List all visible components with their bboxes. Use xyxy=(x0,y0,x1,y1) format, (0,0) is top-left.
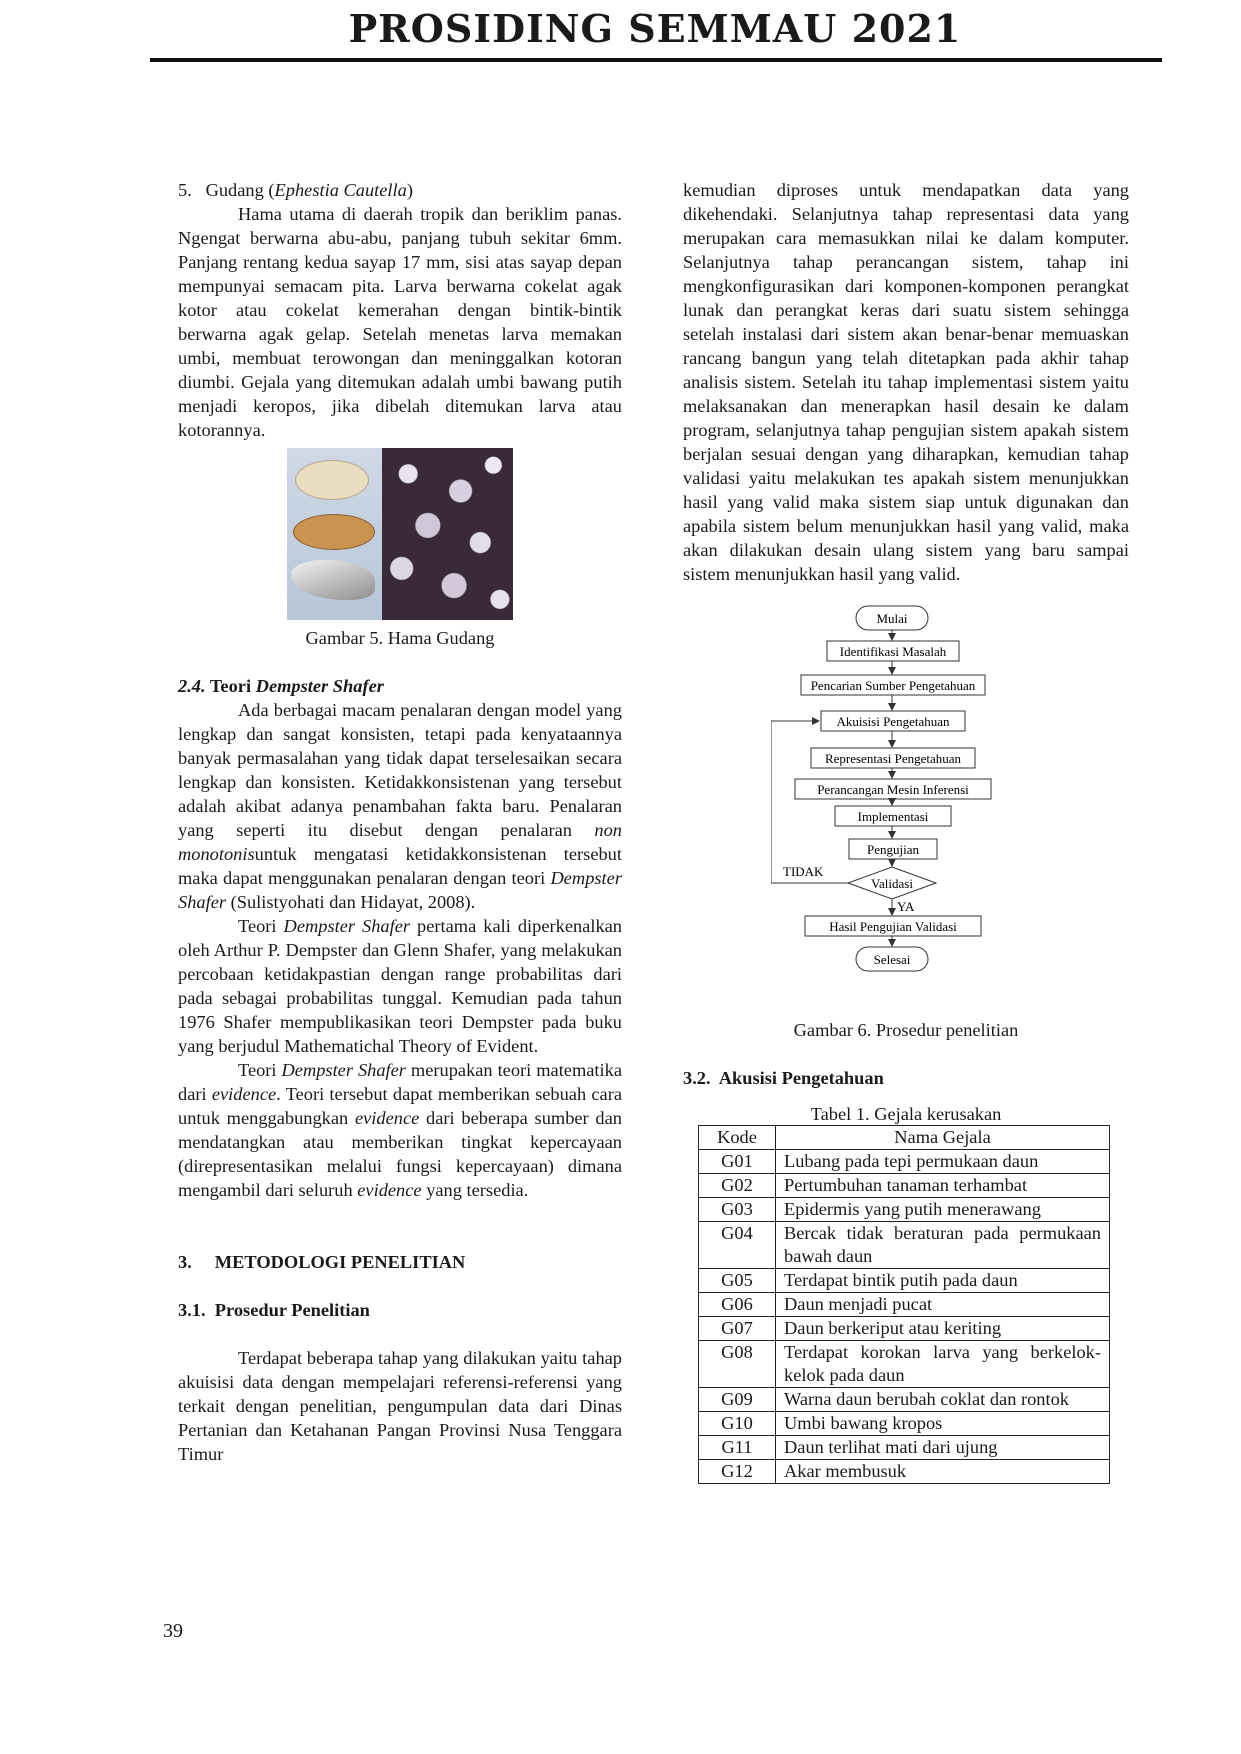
sec24-paragraph-3 xyxy=(178,1058,622,1202)
sec31-paragraph-continued: kemudian diproses untuk mendapatkan data yang dikehendaki. Selanjutnya tahap representasi data yang merupakan cara memasukkan nilai ke dalam komputer. Selanjutnya tahap perancangan sistem, tahap ini mengkonfigurasikan dari komponen-komponen perangkat lunak dan perangkat keras dari suatu sistem sehingga setelah instalasi dari sistem akan benar-benar memuaskan rancang bangun yang telah ditetapkan pada akhir tahap analisis sistem. Setelah itu tahap implementasi sistem yaitu melaksanakan dan menerapkan hasil desain ke dalam program, selanjutnya tahap pengujian sistem apakah sistem berjalan sesuai dengan yang diharapkan, kemudian tahap validasi yaitu melakukan tes apakah sistem menunjukkan hasil yang valid maka sistem siap untuk digunakan dan apabila sistem belum menunjukkan hasil yang valid, maka akan dilakukan desain ulang sistem yang baru sampai sistem menunjukkan hasil yang valid. xyxy=(683,180,1129,584)
sec31-paragraph: Terdapat beberapa tahap yang dilakukan yaitu tahap akuisisi data dengan mempelajari referensi-referensi yang terkait dengan penelitian, pengumpulan data dari Dinas Pertanian dan Ketahanan Pangan Provinsi Nusa Tenggara Timur xyxy=(178,1348,622,1464)
sec5-suffix: ) xyxy=(406,180,413,200)
table-cell-nama: Warna daun berubah coklat dan rontok xyxy=(776,1388,1110,1412)
spacer xyxy=(178,1322,622,1346)
table-row xyxy=(699,1222,1110,1269)
flow-yes-label: YA xyxy=(897,899,915,914)
sec24-number: 2.4. xyxy=(178,676,206,696)
p1-text-e: (Sulistyohati dan Hidayat, 2008). xyxy=(226,892,476,912)
table-cell-nama: Lubang pada tepi permukaan daun xyxy=(776,1150,1110,1174)
sec24-paragraph-1 xyxy=(178,698,622,914)
photo-larva-panel xyxy=(287,448,382,620)
table-cell-nama: Pertumbuhan tanaman terhambat xyxy=(776,1174,1110,1198)
p3-text-a: Teori xyxy=(238,1060,282,1080)
p3-italic-f: evidence xyxy=(354,1108,420,1128)
p1-text-a: Ada berbagai macam penalaran dengan model yang lengkap dan sangat konsisten, tetapi pada kenyataannya banyak permasalahan yang tidak dapat terselesaikan secara lengkap dan konsisten. Ketidakkonsistenan yang tersebut adalah akibat adanya penambahan fakta baru. Penalaran yang seperti itu disebut dengan penalaran xyxy=(178,700,622,840)
page-number: 39 xyxy=(163,1620,183,1642)
larva-shape xyxy=(295,460,369,500)
table-cell-nama: Daun berkeriput atau keriting xyxy=(776,1317,1110,1341)
table-cell-kode: G05 xyxy=(699,1269,776,1293)
table-row xyxy=(699,1198,1110,1222)
p1-text-c: untuk mengatasi ketidakkonsistenan tersebut maka dapat menggunakan penalaran dengan teori xyxy=(178,844,622,888)
spacer xyxy=(178,650,622,674)
sec5-species: Ephestia Cautella xyxy=(274,180,407,200)
flow-end-label: Selesai xyxy=(873,952,911,967)
figure-6-caption: Gambar 6. Prosedur penelitian xyxy=(793,1020,1019,1040)
table-1-caption: Tabel 1. Gejala kerusakan xyxy=(810,1104,1002,1124)
flow-step-label: Pencarian Sumber Pengetahuan xyxy=(810,678,976,693)
spacer xyxy=(178,1274,622,1298)
table-cell-kode: G04 xyxy=(699,1222,776,1269)
table-cell-nama: Umbi bawang kropos xyxy=(776,1412,1110,1436)
header-rule xyxy=(150,58,1162,62)
p2-text-a: Teori xyxy=(238,916,284,936)
table-header-row xyxy=(699,1126,1110,1150)
table-cell-kode: G11 xyxy=(699,1436,776,1460)
p2-text-c: pertama kali diperkenalkan oleh Arthur P. Dempster dan Glenn Shafer, yang melakukan percobaan ketidakpastian dengan range probabilitas dari pada sebagai probabilitas tunggal. Kemudian pada tahun 1976 Shafer mempublikasikan teori Dempster pada buku yang berjudul Mathematichal Theory of Evident. xyxy=(178,916,623,1056)
table-row xyxy=(699,1317,1110,1341)
table-row xyxy=(699,1174,1110,1198)
sec5-prefix: 5. Gudang ( xyxy=(178,180,275,200)
p3-text-i: yang tersedia. xyxy=(421,1180,529,1200)
sec24-title-b: Dempster Shafer xyxy=(255,676,384,696)
table-cell-nama: Terdapat bintik putih pada daun xyxy=(776,1269,1110,1293)
sec24-heading xyxy=(178,674,622,698)
pupa-shape xyxy=(293,514,375,550)
table-header-kode: Kode xyxy=(699,1126,776,1150)
flow-no-label: TIDAK xyxy=(783,864,824,879)
flow-decision-label: Validasi xyxy=(871,876,913,891)
table-cell-nama: Akar membusuk xyxy=(776,1460,1110,1484)
figure-5-caption: Gambar 5. Hama Gudang xyxy=(305,628,495,648)
sec31-heading: 3.1. Prosedur Penelitian xyxy=(178,1300,370,1320)
table-row xyxy=(699,1341,1110,1388)
p3-text-e: . Teori tersebut dapat memberikan sebuah cara untuk menggabungkan xyxy=(178,1084,622,1128)
p3-italic-b: Dempster Shafer xyxy=(281,1060,406,1080)
table-cell-nama: Terdapat korokan larva yang berkelok-kelok pada daun xyxy=(776,1341,1110,1388)
running-header: PROSIDING SEMMAU 2021 xyxy=(348,6,962,51)
table-cell-kode: G02 xyxy=(699,1174,776,1198)
flow-start-label: Mulai xyxy=(876,611,908,626)
left-column xyxy=(178,178,622,1466)
flow-step-label: Representasi Pengetahuan xyxy=(824,751,962,766)
moth-shape xyxy=(291,560,375,600)
table-cell-kode: G09 xyxy=(699,1388,776,1412)
table-row xyxy=(699,1293,1110,1317)
sec24-title-a: Teori xyxy=(209,676,256,696)
table-row xyxy=(699,1150,1110,1174)
sec24-paragraph-2 xyxy=(178,914,622,1058)
figure-5-photo xyxy=(287,448,513,620)
table-cell-kode: G06 xyxy=(699,1293,776,1317)
flow-step-label: Pengujian xyxy=(867,842,919,857)
table-row xyxy=(699,1412,1110,1436)
p1-italic-d: Dempster Shafer xyxy=(178,868,622,912)
flow-result-label: Hasil Pengujian Validasi xyxy=(829,919,957,934)
right-column xyxy=(683,178,1129,1484)
p3-italic-d: evidence xyxy=(211,1084,277,1104)
table-cell-kode: G10 xyxy=(699,1412,776,1436)
spacer xyxy=(178,1202,622,1226)
table-cell-kode: G03 xyxy=(699,1198,776,1222)
p2-italic-b: Dempster Shafer xyxy=(283,916,411,936)
table-row xyxy=(699,1269,1110,1293)
table-row xyxy=(699,1388,1110,1412)
photo-damage-panel xyxy=(382,448,513,620)
spacer xyxy=(178,1226,622,1250)
table-cell-kode: G07 xyxy=(699,1317,776,1341)
sec32-heading: 3.2. Akusisi Pengetahuan xyxy=(683,1068,884,1088)
flow-step-label: Identifikasi Masalah xyxy=(839,644,947,659)
p1-italic-b: non monotonis xyxy=(178,820,622,864)
flowchart-diagram xyxy=(771,600,1041,1010)
table-header-nama: Nama Gejala xyxy=(776,1126,1110,1150)
spacer xyxy=(683,1042,1129,1066)
table-cell-kode: G12 xyxy=(699,1460,776,1484)
p3-text-g: dari beberapa sumber dan mendatangkan atau memberikan tingkat kepercayaan (direpresentasikan melalui fungsi kepercayaan) dimana mengambil dari seluruh xyxy=(178,1108,622,1200)
table-row xyxy=(699,1436,1110,1460)
sec5-body: Hama utama di daerah tropik dan beriklim panas. Ngengat berwarna abu-abu, panjang tubuh sekitar 6mm. Panjang rentang kedua sayap 17 mm, sisi atas sayap depan mempunyai semacam pita. Larva berwarna cokelat agak kotor atau cokelat kemerahan dengan bintik-bintik berwarna agak gelap. Setelah menetas larva memakan umbi, membuat terowongan dan meninggalkan kotoran diumbi. Gejala yang ditemukan adalah umbi bawang putih menjadi keropos, jika dibelah ditemukan larva atau kotorannya. xyxy=(178,204,622,440)
table-cell-kode: G08 xyxy=(699,1341,776,1388)
symptom-table xyxy=(698,1125,1110,1484)
table-cell-kode: G01 xyxy=(699,1150,776,1174)
p3-italic-h: evidence xyxy=(357,1180,422,1200)
flow-step-label: Implementasi xyxy=(857,809,929,824)
table-cell-nama: Bercak tidak beraturan pada permukaan bawah daun xyxy=(776,1222,1110,1269)
spacer xyxy=(683,1090,1129,1104)
flow-loop-arrow xyxy=(771,721,848,883)
table-cell-nama: Epidermis yang putih menerawang xyxy=(776,1198,1110,1222)
flow-step-label: Akuisisi Pengetahuan xyxy=(836,714,950,729)
table-cell-nama: Daun terlihat mati dari ujung xyxy=(776,1436,1110,1460)
table-row xyxy=(699,1460,1110,1484)
flow-step-label: Perancangan Mesin Inferensi xyxy=(817,782,969,797)
p3-text-c: merupakan teori matematika dari xyxy=(178,1060,623,1104)
sec3-heading: 3. METODOLOGI PENELITIAN xyxy=(178,1252,466,1272)
table-cell-nama: Daun menjadi pucat xyxy=(776,1293,1110,1317)
sec5-heading xyxy=(178,178,622,202)
